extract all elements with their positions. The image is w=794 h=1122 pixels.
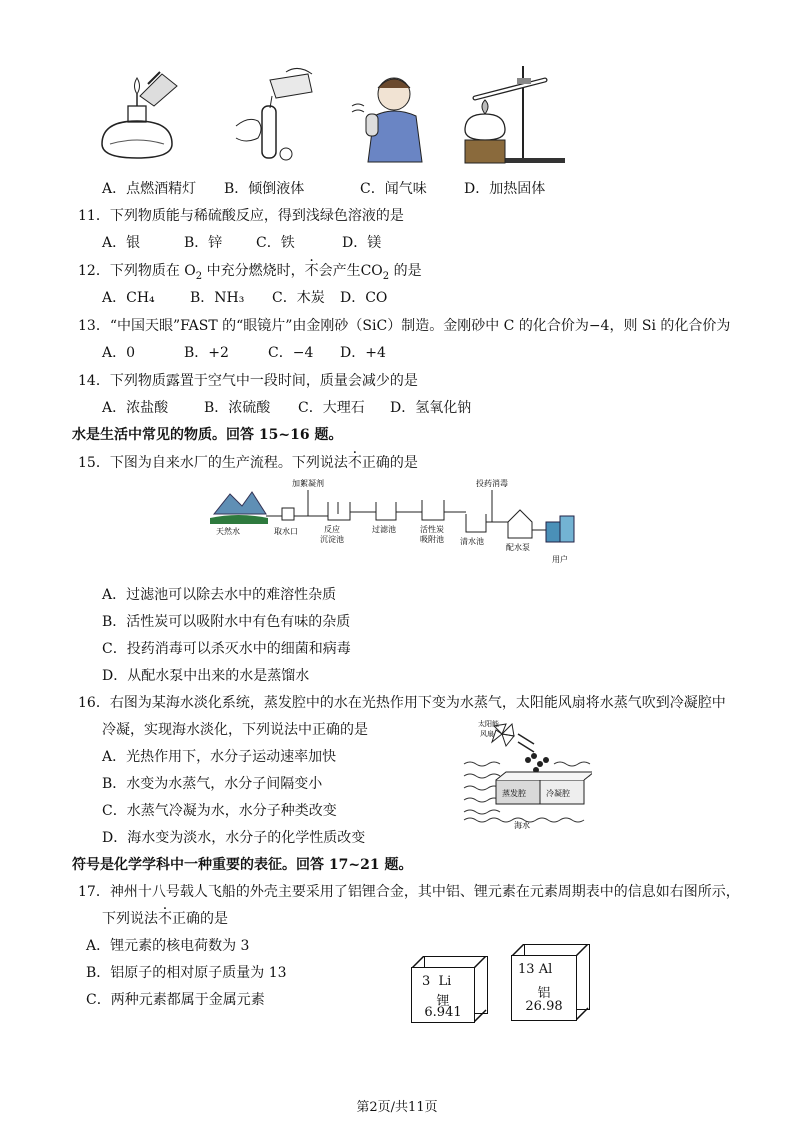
q15-stem: 15．下图为自来水厂的生产流程。下列说法不正确的是 [78,455,418,471]
q17-option-b[interactable]: B．铝原子的相对原子质量为 13 [86,965,287,981]
q12-stem: 12．下列物质在 $O_2$ 中充分燃烧时，不会产生$CO_2$ 的是 [78,263,422,282]
section-heading-symbols: 符号是化学学科中一种重要的表征。回答 17~21 题。 [72,857,413,873]
section-heading-water: 水是生活中常见的物质。回答 15~16 题。 [72,427,343,443]
al-atomic-number: 13 [518,962,535,977]
q13-option-c[interactable]: C．−4 [268,345,314,361]
label-filter-tank: 过滤池 [372,525,396,534]
li-element-card [411,967,475,1023]
q17-option-c[interactable]: C．两种元素都属于金属元素 [86,992,265,1008]
al-element-card [511,955,577,1021]
label-natural-water: 天然水 [216,527,240,536]
q17-stem-line2: 下列说法不正确的是 [102,911,228,927]
q10-option-b[interactable]: B．倾倒液体 [224,181,305,197]
label-seawater: 海水 [514,821,530,830]
label-evaporation-chamber: 蒸发腔 [502,789,526,798]
li-name: 锂 [436,994,450,1009]
label-clear-tank: 清水池 [460,537,484,546]
q15-option-b[interactable]: B．活性炭可以吸附水中有色有味的杂质 [102,614,351,630]
smelling-gas-illustration [346,66,436,166]
q16-option-b[interactable]: B．水变为水蒸气，水分子间隔变小 [102,776,323,792]
q11-option-a[interactable]: A．银 [102,235,141,251]
label-solar-fan-1: 太阳能 [478,720,499,728]
label-flocculant: 加絮凝剂 [292,479,324,488]
q11-option-c[interactable]: C．铁 [256,235,295,251]
li-atomic-number: 3 [422,974,431,989]
label-user: 用户 [552,555,568,564]
q11-option-b[interactable]: B．锌 [184,235,223,251]
q16-stem-line2: 冷凝，实现海水淡化，下列说法中正确的是 [102,722,368,738]
q15-option-a[interactable]: A．过滤池可以除去水中的难溶性杂质 [102,587,337,603]
al-atomic-mass: 26.98 [525,999,563,1014]
label-reaction-tank: 反应 [324,525,340,534]
label-condensation-chamber: 冷凝腔 [546,789,570,798]
q13-option-a[interactable]: A．0 [102,345,136,361]
label-sedimentation: 沉淀池 [320,535,344,544]
q13-stem: 13．“中国天眼”FAST 的“眼镜片”由金刚砂（SiC）制造。金刚砂中 C 的化合价为−4，则 Si 的化合价为 [78,318,731,334]
q14-option-c[interactable]: C．大理石 [298,400,365,416]
q16-stem-line1: 16．右图为某海水淡化系统，蒸发腔中的水在光热作用下变为水蒸气，太阳能风扇将水蒸气吹到冷凝腔中 [78,695,726,711]
label-intake: 取水口 [274,527,298,536]
label-disinfect: 投药消毒 [476,479,508,488]
pouring-liquid-illustration [228,66,323,166]
q16-option-a[interactable]: A．光热作用下，水分子运动速率加快 [102,749,337,765]
q12-option-d[interactable]: D．CO [340,290,388,306]
q10-options [102,178,545,198]
li-symbol: Li [438,974,452,989]
li-atomic-mass: 6.941 [424,1005,462,1020]
q12-option-c[interactable]: C．木炭 [272,290,325,306]
q17-stem-line1: 17．神州十八号载人飞船的外壳主要采用了铝锂合金，其中铝、锂元素在元素周期表中的信息如右图所示， [78,884,740,900]
q14-option-b[interactable]: B．浓硫酸 [204,400,271,416]
q16-option-d[interactable]: D．海水变为淡水，水分子的化学性质改变 [102,830,366,846]
label-pump: 配水泵 [506,543,530,552]
q10-option-a[interactable]: A．点燃酒精灯 [102,181,197,197]
label-adsorption: 吸附池 [420,535,444,544]
q11-option-d[interactable]: D．镁 [342,235,382,251]
q13-option-b[interactable]: B．+2 [184,345,229,361]
q15-option-c[interactable]: C．投药消毒可以杀灭水中的细菌和病毒 [102,641,351,657]
q15-option-d[interactable]: D．从配水泵中出来的水是蒸馏水 [102,668,310,684]
heating-solid-illustration [455,58,570,168]
q12-option-a[interactable]: A．CH₄ [102,290,155,306]
water-plant-flow-diagram [208,474,588,574]
q10-option-d[interactable]: D．加热固体 [464,181,546,197]
desalination-diagram [462,716,592,830]
q13-options [102,342,386,362]
q12-options [102,287,387,307]
al-name: 铝 [537,986,551,1001]
q16-option-c[interactable]: C．水蒸气冷凝为水，水分子种类改变 [102,803,337,819]
label-carbon-tank: 活性炭 [420,525,444,534]
q12-option-b[interactable]: B．NH₃ [190,290,245,306]
q10-option-c[interactable]: C．闻气味 [360,181,427,197]
q14-options [102,397,471,417]
page-footer: 第2页/共11页 [356,1100,438,1115]
q11-stem: 11．下列物质能与稀硫酸反应，得到浅绿色溶液的是 [78,208,404,224]
al-symbol: Al [538,962,553,977]
label-solar-fan-2: 风扇 [480,730,494,738]
q11-options [102,232,381,252]
q13-option-d[interactable]: D．+4 [340,345,386,361]
alcohol-lamp-lighting-illustration [92,66,187,166]
q14-stem: 14．下列物质露置于空气中一段时间，质量会减少的是 [78,373,418,389]
q14-option-a[interactable]: A．浓盐酸 [102,400,169,416]
q14-option-d[interactable]: D．氢氧化钠 [390,400,472,416]
q17-option-a[interactable]: A．锂元素的核电荷数为 3 [86,938,250,954]
